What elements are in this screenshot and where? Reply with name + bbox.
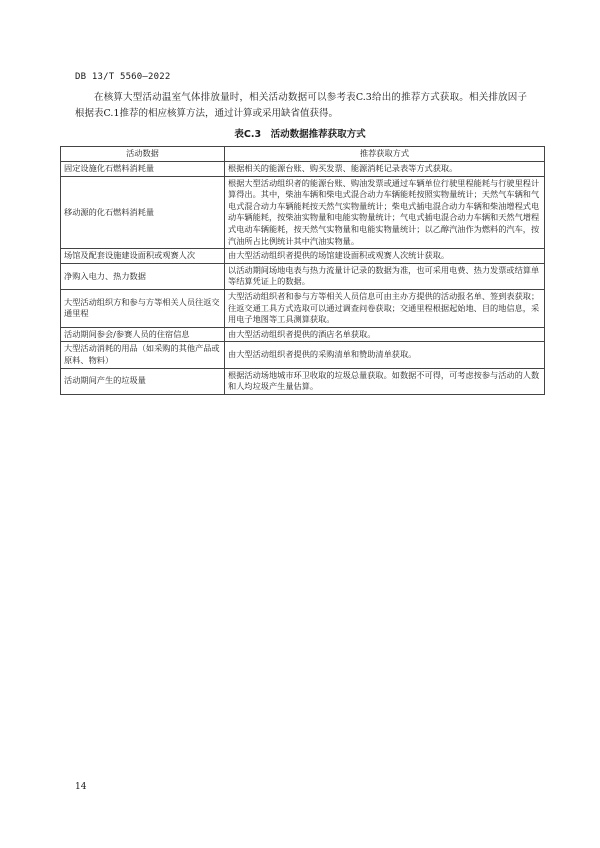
row-method: 由大型活动组织者提供的酒店名单获取。 xyxy=(225,327,545,342)
row-item: 活动期间产生的垃圾量 xyxy=(61,368,225,394)
row-item: 大型活动消耗的用品（如采购的其他产品或原料、物料） xyxy=(61,342,225,368)
column-header-method: 推荐获取方式 xyxy=(225,147,545,162)
table-title: 表C.3 活动数据推荐获取方式 xyxy=(234,129,366,140)
column-header-activity-data: 活动数据 xyxy=(61,147,225,162)
row-method: 由大型活动组织者提供的场馆建设面积或观赛人次统计获取。 xyxy=(225,249,545,264)
row-item: 移动源的化石燃料消耗量 xyxy=(61,176,225,249)
table-row xyxy=(61,263,545,289)
row-item: 活动期间参会/参赛人员的住宿信息 xyxy=(61,327,225,342)
row-item: 净购入电力、热力数据 xyxy=(61,263,225,289)
table-row xyxy=(61,368,545,394)
table-row xyxy=(61,289,545,327)
page-number: 14 xyxy=(75,782,87,792)
row-method: 根据大型活动组织者的能源台账、购油发票或通过车辆单位行驶里程能耗与行驶里程计算得出。其中，柴油车辆和柴电式混合动力车辆能耗按照实物量统计；天然气车辆和气电式混合动力车辆能耗按天然气实物量统计；柴电式插电混合动力车辆和柴油增程式电动车辆能耗，按柴油实物量和电能实物量统计；气电式插电混合动力车辆和天然气增程式电动车辆能耗，按天然气实物量和电能实物量统计；以乙醇汽油作为燃料的汽车，按汽油所占比例统计其中汽油实物量。 xyxy=(225,176,545,249)
activity-data-table xyxy=(60,146,545,395)
row-method: 根据相关的能源台账、购买发票、能源消耗记录表等方式获取。 xyxy=(225,162,545,177)
table-row xyxy=(61,162,545,177)
row-item: 固定设施化石燃料消耗量 xyxy=(61,162,225,177)
table-row xyxy=(61,176,545,249)
table-row xyxy=(61,249,545,264)
row-method: 由大型活动组织者提供的采购清单和赞助清单获取。 xyxy=(225,342,545,368)
row-method: 根据活动场地城市环卫收取的垃圾总量获取。如数据不可得，可考虑按参与活动的人数和人均垃圾产生量估算。 xyxy=(225,368,545,394)
table-row xyxy=(61,342,545,368)
row-item: 大型活动组织方和参与方等相关人员往返交通里程 xyxy=(61,289,225,327)
standard-code: DB 13/T 5560—2022 xyxy=(75,72,171,82)
row-method: 以活动期间场地电表与热力流量计记录的数据为准，也可采用电费、热力发票或结算单等结算凭证上的数据。 xyxy=(225,263,545,289)
table-row xyxy=(61,327,545,342)
table-header-row xyxy=(61,147,545,162)
row-item: 场馆及配套设施建设面积或观赛人次 xyxy=(61,249,225,264)
row-method: 大型活动组织者和参与方等相关人员信息可由主办方提供的活动报名单、签到表获取；往返交通工具方式选取可以通过调查问卷获取；交通里程根据起始地、目的地信息，采用电子地图等工具测算获取。 xyxy=(225,289,545,327)
intro-paragraph: 在核算大型活动温室气体排放量时，相关活动数据可以参考表C.3给出的推荐方式获取。相关排放因子根据表C.1推荐的相应核算方法，通过计算或采用缺省值获得。 xyxy=(75,92,527,119)
